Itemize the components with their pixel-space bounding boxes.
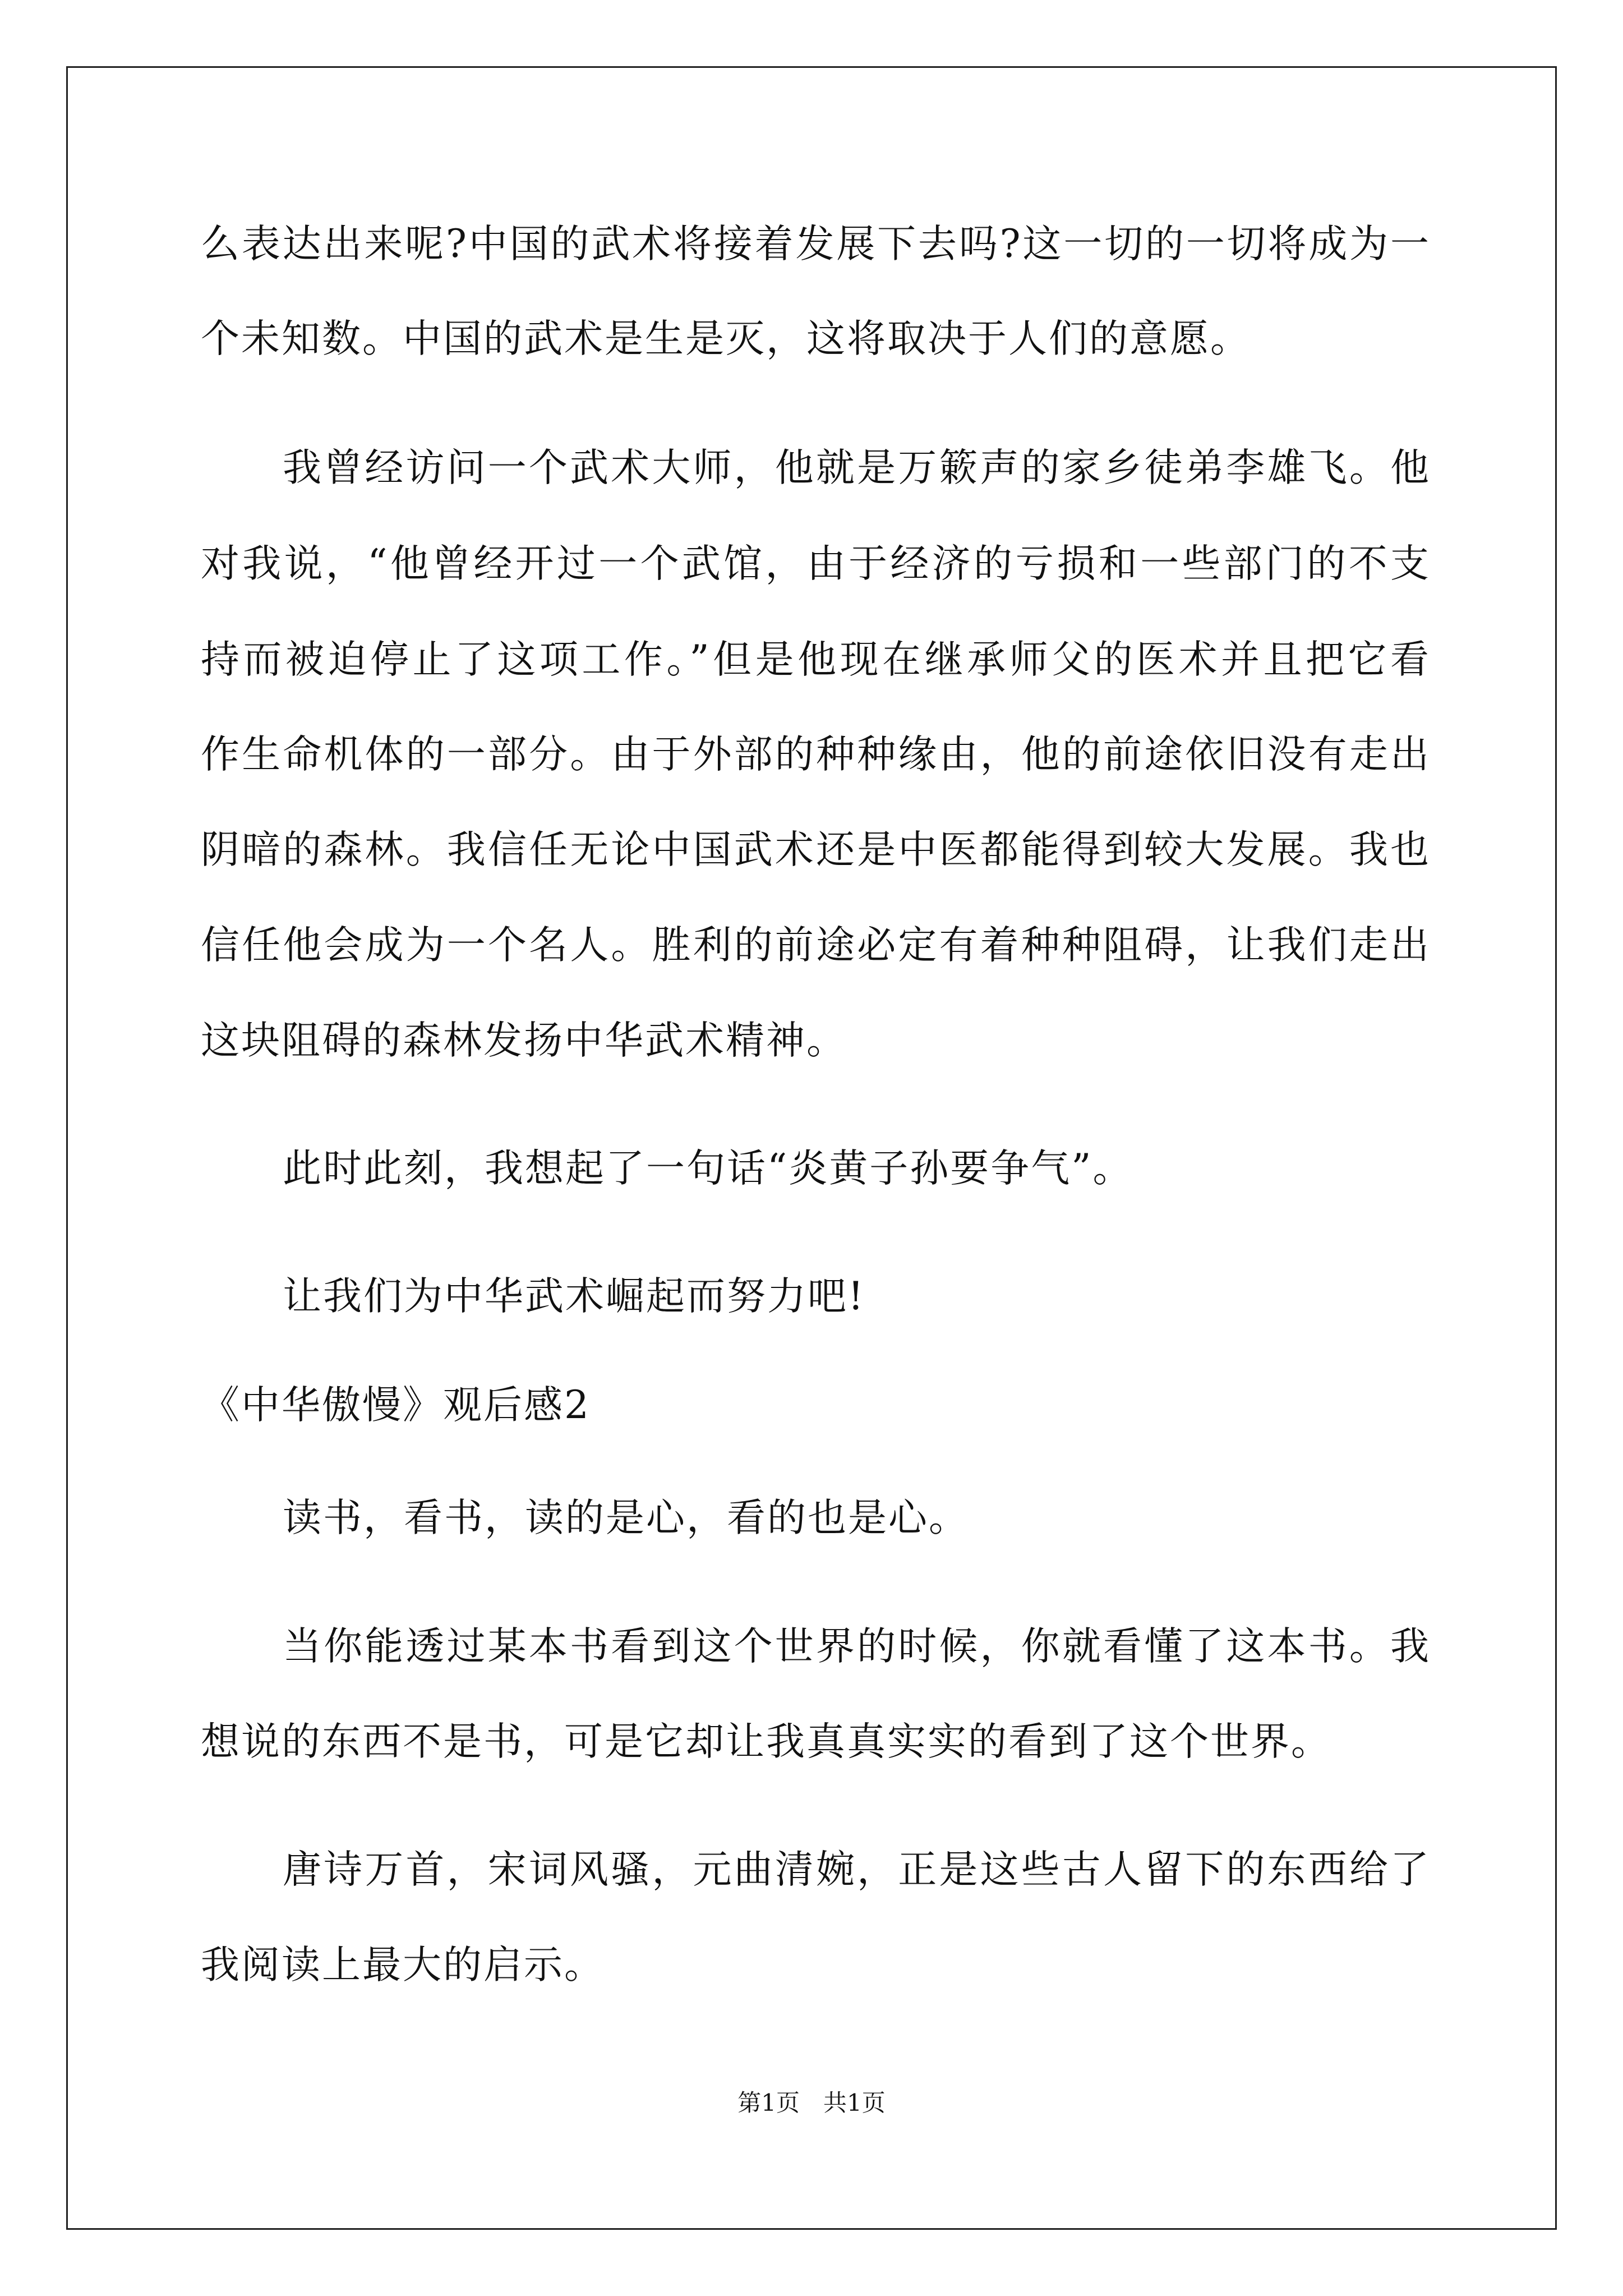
text-line: 信任他会成为一个名人。胜利的前途必定有着种种阻碍，让我们走出 xyxy=(201,923,1429,968)
text-line: 我阅读上最大的启示。 xyxy=(201,1943,605,1987)
paragraph-first-line: 当你能透过某本书看到这个世界的时候，你就看懂了这本书。我 xyxy=(283,1624,1429,1669)
text-line: 阴暗的森林。我信任无论中国武术还是中医都能得到较大发展。我也 xyxy=(201,827,1429,872)
paragraph-first-line: 我曾经访问一个武术大师，他就是万簌声的家乡徒弟李雄飞。他 xyxy=(283,445,1429,490)
paragraph-line: 此时此刻，我想起了一句话“炎黄子孙要争气”。 xyxy=(283,1146,1133,1191)
paragraph-first-line: 唐诗万首，宋词风骚，元曲清婉，正是这些古人留下的东西给了 xyxy=(283,1847,1429,1892)
text-line: 这块阻碍的森林发扬中华武术精神。 xyxy=(201,1018,847,1063)
paragraph-line: 读书，看书，读的是心，看的也是心。 xyxy=(283,1496,969,1540)
section-heading: 《中华傲慢》观后感2 xyxy=(201,1383,591,1428)
text-line: 对我说，“他曾经开过一个武馆，由于经济的亏损和一些部门的不支 xyxy=(201,541,1429,586)
text-line: 想说的东西不是书，可是它却让我真真实实的看到了这个世界。 xyxy=(201,1719,1331,1764)
text-line: 个未知数。中国的武术是生是灭，这将取决于人们的意愿。 xyxy=(201,316,1251,361)
page-number: 第1页 共1页 xyxy=(737,2089,886,2116)
paragraph-line: 让我们为中华武术崛起而努力吧! xyxy=(283,1274,865,1319)
text-line: 持而被迫停止了这项工作。”但是他现在继承师父的医术并且把它看 xyxy=(201,637,1429,682)
text-line: 么表达出来呢?中国的武术将接着发展下去吗?这一切的一切将成为一 xyxy=(201,222,1429,266)
text-line: 作生命机体的一部分。由于外部的种种缘由，他的前途依旧没有走出 xyxy=(201,732,1429,777)
